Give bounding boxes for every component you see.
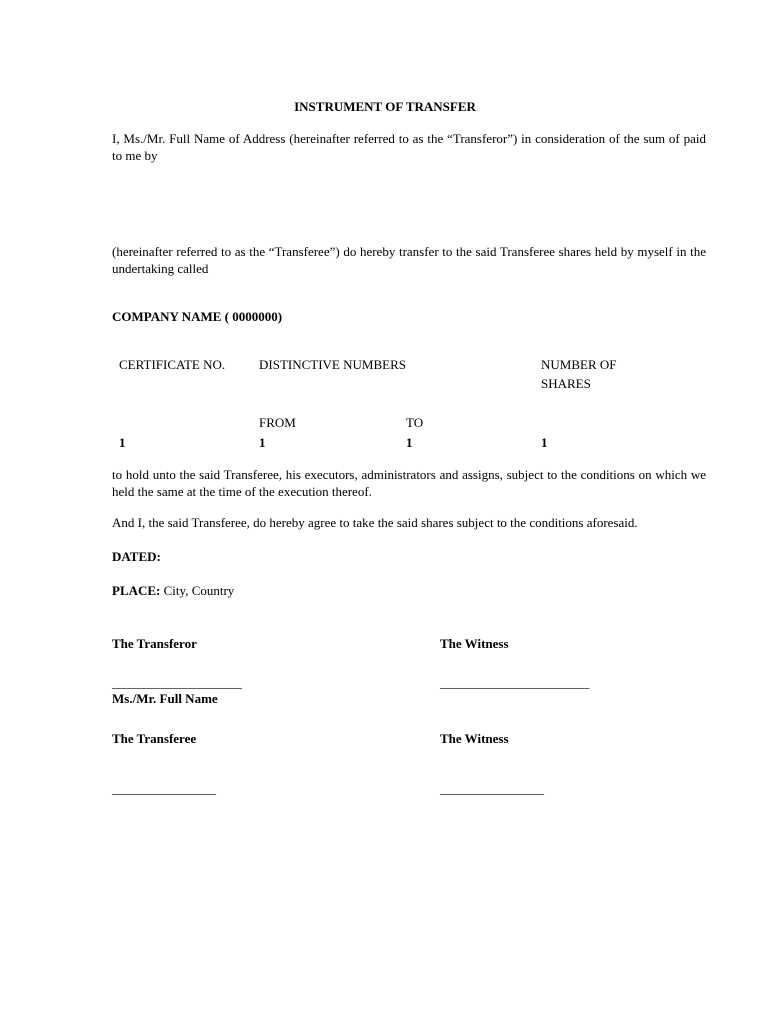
distinctive-numbers-header: DISTINCTIVE NUMBERS: [259, 357, 406, 372]
from-header: FROM: [259, 415, 296, 430]
to-header: TO: [406, 415, 424, 430]
place-label: PLACE:: [112, 583, 161, 598]
witness-signature-line-2: ________________: [440, 781, 544, 796]
certificate-value: 1: [119, 435, 126, 450]
number-of-shares-header-line2: SHARES: [541, 376, 591, 391]
transferor-label: The Transferor: [112, 636, 197, 651]
transferee-signature-line: ________________: [112, 781, 216, 796]
agreement-paragraph: And I, the said Transferee, do hereby agree to take the said shares subject to the conditions aforesaid.: [112, 515, 638, 530]
transferor-name: Ms./Mr. Full Name: [112, 691, 218, 706]
certificate-header: CERTIFICATE NO.: [119, 357, 226, 372]
transferor-signature-line: ____________________: [112, 675, 242, 690]
witness-label-1: The Witness: [440, 636, 509, 651]
witness-signature-line-1: _______________________: [440, 675, 590, 690]
place-value: City, Country: [160, 583, 235, 598]
company-name: COMPANY NAME ( 0000000): [112, 309, 283, 324]
witness-label-2: The Witness: [440, 731, 509, 746]
document-title: INSTRUMENT OF TRANSFER: [294, 99, 476, 114]
number-of-shares-header-line1: NUMBER OF: [541, 357, 617, 372]
hold-unto-paragraph: to hold unto the said Transferee, his executors, administrators and assigns, subject to the conditions on which we held the same at the time of the execution thereof.: [112, 467, 706, 499]
transferee-label: The Transferee: [112, 731, 197, 746]
shares-value: 1: [541, 435, 548, 450]
to-value: 1: [406, 435, 413, 450]
transferor-paragraph: I, Ms./Mr. Full Name of Address (hereinafter referred to as the “Transferor”) in consideration of the sum of paid to me by: [112, 131, 706, 163]
transferee-paragraph: (hereinafter referred to as the “Transferee”) do hereby transfer to the said Transferee shares held by myself in the undertaking called: [112, 244, 706, 276]
place-line: [112, 582, 234, 599]
from-value: 1: [259, 435, 266, 450]
dated-label: DATED:: [112, 549, 161, 564]
